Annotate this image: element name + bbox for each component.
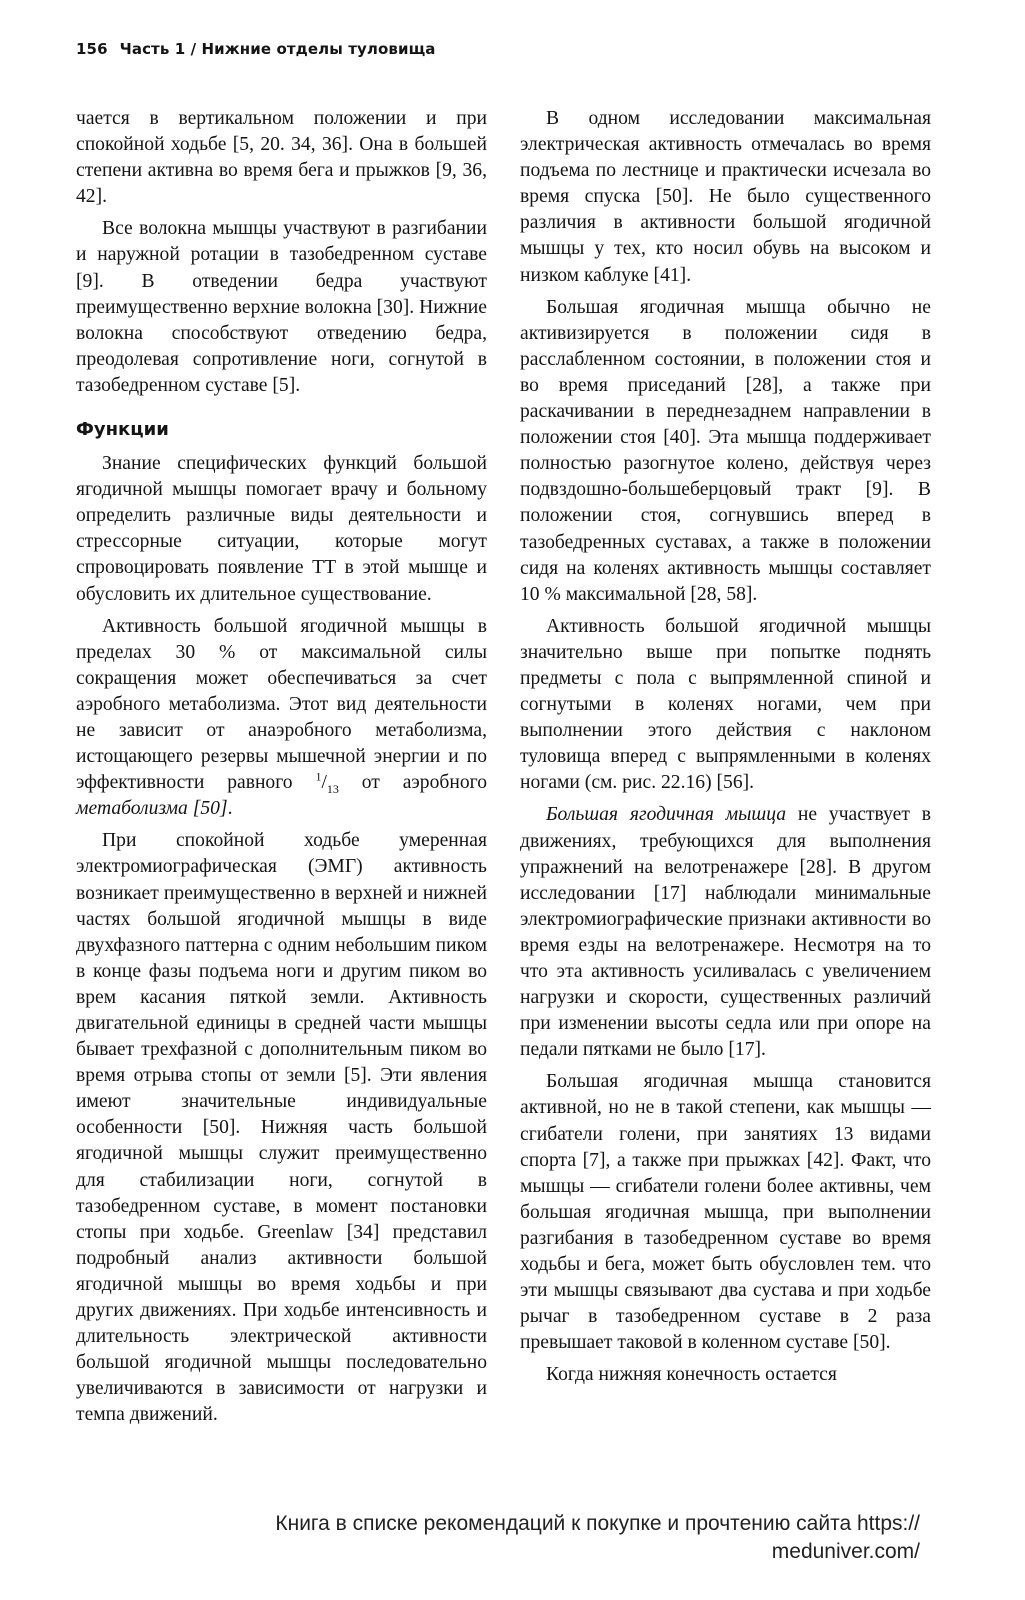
italic-text: метаболизма [50] (76, 798, 228, 820)
paragraph: Активность большой ягодичной мышцы в пределах 30 % от максимальной силы сокращения может обеспечиваться за счет аэробного метаболизма. Этот вид деятельности не зависит от анаэробного метаболизма, истощающего резервы мышечной энергии и по эффективности равного $^1/_{13}$ от аэробного метаболизма [50]. (76, 615, 487, 820)
text-run: от аэробного (338, 772, 487, 794)
paragraph: Все волокна мышцы участвуют в разгибании и наружной ротации в тазобедренном суставе [9]. В отведении бедра участвуют преимущественно верхние волокна [30]. Нижние волокна способствуют отведению бедра, преодолевая сопротивление ноги, согнутой в тазобедренном суставе [5]. (76, 218, 487, 396)
right-column (520, 106, 931, 1389)
footer-line: Книга в списке рекомендаций к покупке и прочтению сайта https:// (275, 1512, 920, 1535)
page-number: 156 (76, 40, 108, 58)
text-run: Активность большой ягодичной мышцы в пределах 30 % от максимальной силы сокращения может обеспечиваться за счет аэробного метаболизма. Этот вид деятельности не зависит от анаэробного метаболизма, истощающего резервы мышечной энергии и по эффективности равного (76, 615, 487, 794)
section-heading: Функции (76, 419, 169, 441)
footer-watermark (170, 1510, 920, 1566)
running-header (76, 40, 436, 58)
paragraph: чается в вертикальном положении и при спокойной ходьбе [5, 20. 34, 36]. Она в большей степени активна во время бега и прыжков [9, 36, 42]. (76, 108, 487, 208)
paragraph (520, 802, 931, 1063)
paragraph: Активность большой ягодичной мышцы значительно выше при попытке поднять предметы с пола с выпрямленной спиной и согнутыми в коленях ногами, чем при выполнении этого действия с наклоном туловища вперед с выпрямленными в коленях ногами (см. рис. 22.16) [56]. (520, 615, 931, 794)
paragraph: В одном исследовании максимальная электрическая активность отмечалась во время подъема по лестнице и практически исчезала во время спуска [50]. Не было существенного различия в активности большой ягодичной мышцы у тех, кто носил обувь на высоком и низком каблуке [41]. (520, 108, 931, 286)
paragraph: Большая ягодичная мышца обычно не активизируется в положении сидя в расслабленном состоянии, в положении стоя и во время приседаний [28], а также при раскачивании в переднезаднем направлении в положении стоя [40]. Эта мышца поддерживает полностью разогнутое колено, действуя через подвздошно-большеберцовый тракт [9]. В положении стоя, согнувшись вперед в тазобедренных суставах, а также в положении сидя на коленях активность мышцы составляет 10 % максимальной [28, 58]. (520, 296, 931, 605)
footer-line: meduniver.com/ (771, 1540, 920, 1563)
paragraph: Когда нижняя конечность остается (546, 1364, 837, 1386)
text-run: . (227, 798, 233, 820)
fraction-numerator: 1 (315, 769, 322, 784)
text-run: не участвует в движениях, требующихся для выполнения упражнений на велотренажере [28]. В другом исследовании [17] наблюдали минимальные электромиографические признаки активности во время езды на велотренажере. Несмотря на то что эта активность усиливалась с увеличением нагрузки и скорости, существенных различий при изменении высоты седла или при опоре на педали пятками не было [17]. (520, 804, 931, 1061)
left-column (76, 106, 487, 1429)
paragraph: Большая ягодичная мышца становится активной, но не в такой степени, как мышцы — сгибатели голени, при занятиях 13 видами спорта [7], а также при прыжках [42]. Факт, что мышцы — сгибатели голени более активны, чем большая ягодичная мышца, при выполнении разгибания в тазобедренном суставе во время ходьбы и бега, может быть обусловлен тем. что эти мышцы связывают два сустава и при ходьбе рычаг в тазобедренном суставе в 2 раза превышает таковой в коленном суставе [50]. (520, 1071, 931, 1354)
paragraph: При спокойной ходьбе умеренная электромиографическая (ЭМГ) активность возникает преимущественно в верхней и нижней частях большой ягодичной мышцы в виде двухфазного паттерна с одним небольшим пиком в конце фазы подъема ноги и другим пиком во врем касания пяткой земли. Активность двигательной единицы в средней части мышцы бывает трехфазной с дополнительным пиком во время отрыва стопы от земли [5]. Эти явления имеют значительные индивидуальные особенности [50]. Нижняя часть большой ягодичной мышцы служит преимущественно для стабилизации ноги, согнутой в тазобедренном суставе, в момент постановки стопы при ходьбе. Greenlaw [34] представил подробный анализ активности большой ягодичной мышцы во время ходьбы и при других движениях. При ходьбе интенсивность и длительность электрической активности большой ягодичной мышцы последовательно увеличиваются в зависимости от нагрузки и темпа движений. (76, 830, 487, 1426)
paragraph: Знание специфических функций большой ягодичной мышцы помогает врачу и больному определить различные виды деятельности и стрессорные ситуации, которые могут спровоцировать появление ТТ в этой мышце и обусловить их длительное существование. (76, 453, 487, 605)
italic-text: Большая ягодичная мышца (546, 804, 787, 826)
running-title: Часть 1 / Нижние отделы туловища (119, 40, 436, 58)
fraction-denominator: 13 (326, 782, 339, 797)
